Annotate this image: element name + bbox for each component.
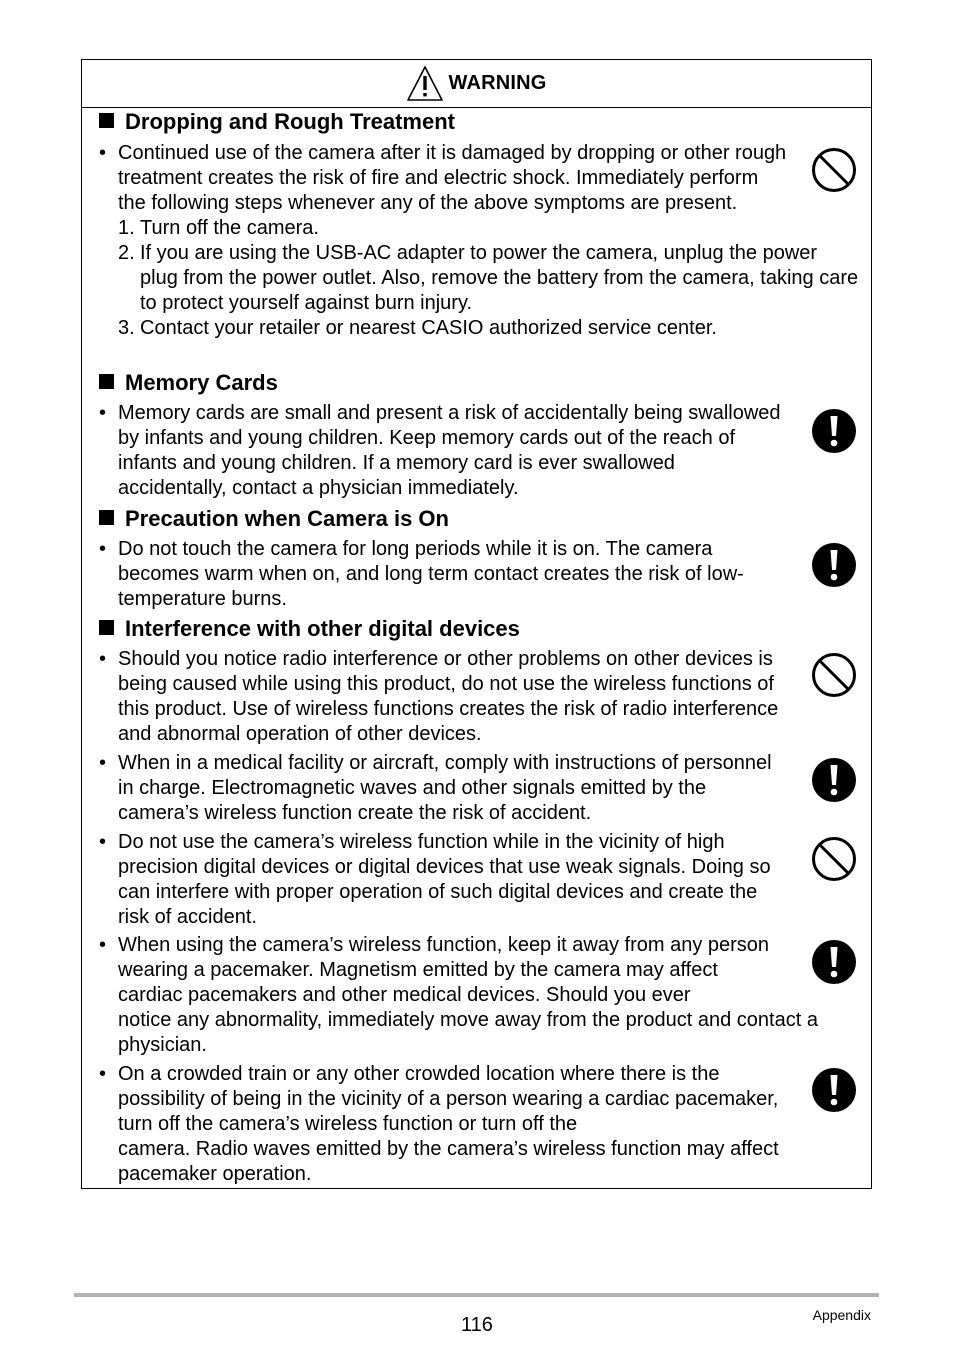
bullet-dot-icon: • <box>99 538 107 560</box>
bullet-text: Do not touch the camera for long periods while it is on. The camera becomes warm when on, and long term contact creates the risk of low-temperature burns. <box>118 538 744 610</box>
bullet-dot-icon: • <box>99 648 107 670</box>
section-heading-dropping: Dropping and Rough Treatment <box>99 108 455 136</box>
mandatory-action-icon <box>810 407 858 455</box>
step-item: 3. Contact your retailer or nearest CASIO authorized service center. <box>118 317 717 339</box>
bullet-item <box>99 401 859 501</box>
bullet-dot-icon: • <box>99 831 107 853</box>
bullet-text: Memory cards are small and present a risk of accidentally being swallowed by infants and young children. Keep memory cards out of the reach of infants and young children. If a memory card is ever swallowed accidentally, contact a physician immediately. <box>118 402 781 499</box>
bullet-dot-icon: • <box>99 934 107 956</box>
prohibition-icon <box>810 835 858 883</box>
mandatory-action-icon <box>810 1066 858 1114</box>
bullet-dot-icon: • <box>99 142 107 164</box>
section-heading-camera-on: Precaution when Camera is On <box>99 505 449 533</box>
square-bullet-icon <box>99 374 114 389</box>
bullet-text: Continued use of the camera after it is damaged by dropping or other rough treatment creates the risk of fire and electric shock. Immediately perform the following steps whenever any of the above symptoms are present. <box>118 142 787 214</box>
prohibition-icon <box>810 146 858 194</box>
bullet-dot-icon: • <box>99 1063 107 1085</box>
page-number: 116 <box>461 1314 493 1336</box>
bullet-dot-icon: • <box>99 752 107 774</box>
bullet-item <box>99 933 859 1058</box>
warning-box <box>81 59 872 1189</box>
warning-header <box>82 60 871 108</box>
section-heading-memory-cards: Memory Cards <box>99 369 278 397</box>
bullet-text: Should you notice radio interference or other problems on other devices is being caused while using this product, do not use the wireless functions of this product. Use of wireless functions creates the risk of radio interference and abnormal operation of other devices. <box>118 648 779 745</box>
square-bullet-icon <box>99 510 114 525</box>
steps-list <box>118 216 859 341</box>
bullet-item <box>99 537 859 612</box>
step-item: 1. Turn off the camera. <box>118 217 319 239</box>
section-heading-interference: Interference with other digital devices <box>99 615 520 643</box>
square-bullet-icon <box>99 113 114 128</box>
warning-label: WARNING <box>448 72 547 94</box>
step-item: 2. If you are using the USB-AC adapter to power the camera, unplug the power plug from the power outlet. Also, remove the battery from the camera, taking care to protect yourself against burn injury. <box>118 242 859 314</box>
bullet-text: When using the camera’s wireless function, keep it away from any person wearing a pacemaker. Magnetism emitted by the camera may affect cardiac pacemakers and other medical devices. Should you ever notice any abnormality, immediately move away from the product and contact a physician. <box>118 934 818 1056</box>
warning-triangle-icon <box>406 65 444 103</box>
mandatory-action-icon <box>810 756 858 804</box>
bullet-text: Do not use the camera’s wireless function while in the vicinity of high precision digital devices or digital devices that use weak signals. Doing so can interfere with proper operation of such digital devices and create the risk of accident. <box>118 831 771 928</box>
bullet-item <box>99 830 859 930</box>
bullet-item <box>99 647 859 747</box>
square-bullet-icon <box>99 620 114 635</box>
section-name: Appendix <box>812 1307 871 1323</box>
mandatory-action-icon <box>810 541 858 589</box>
footer-divider <box>74 1293 879 1297</box>
bullet-item <box>99 1062 859 1187</box>
mandatory-action-icon <box>810 938 858 986</box>
bullet-item <box>99 751 859 826</box>
prohibition-icon <box>810 651 858 699</box>
bullet-text: When in a medical facility or aircraft, comply with instructions of personnel in charge. Electromagnetic waves and other signals emitted by the camera’s wireless function create the risk of accident. <box>118 752 772 824</box>
bullet-item <box>99 141 859 341</box>
bullet-text: On a crowded train or any other crowded location where there is the possibility of being in the vicinity of a person wearing a cardiac pacemaker, turn off the camera’s wireless function or turn off the camera. Radio waves emitted by the camera’s wireless function may affect pacemaker operation. <box>118 1063 779 1185</box>
bullet-dot-icon: • <box>99 402 107 424</box>
